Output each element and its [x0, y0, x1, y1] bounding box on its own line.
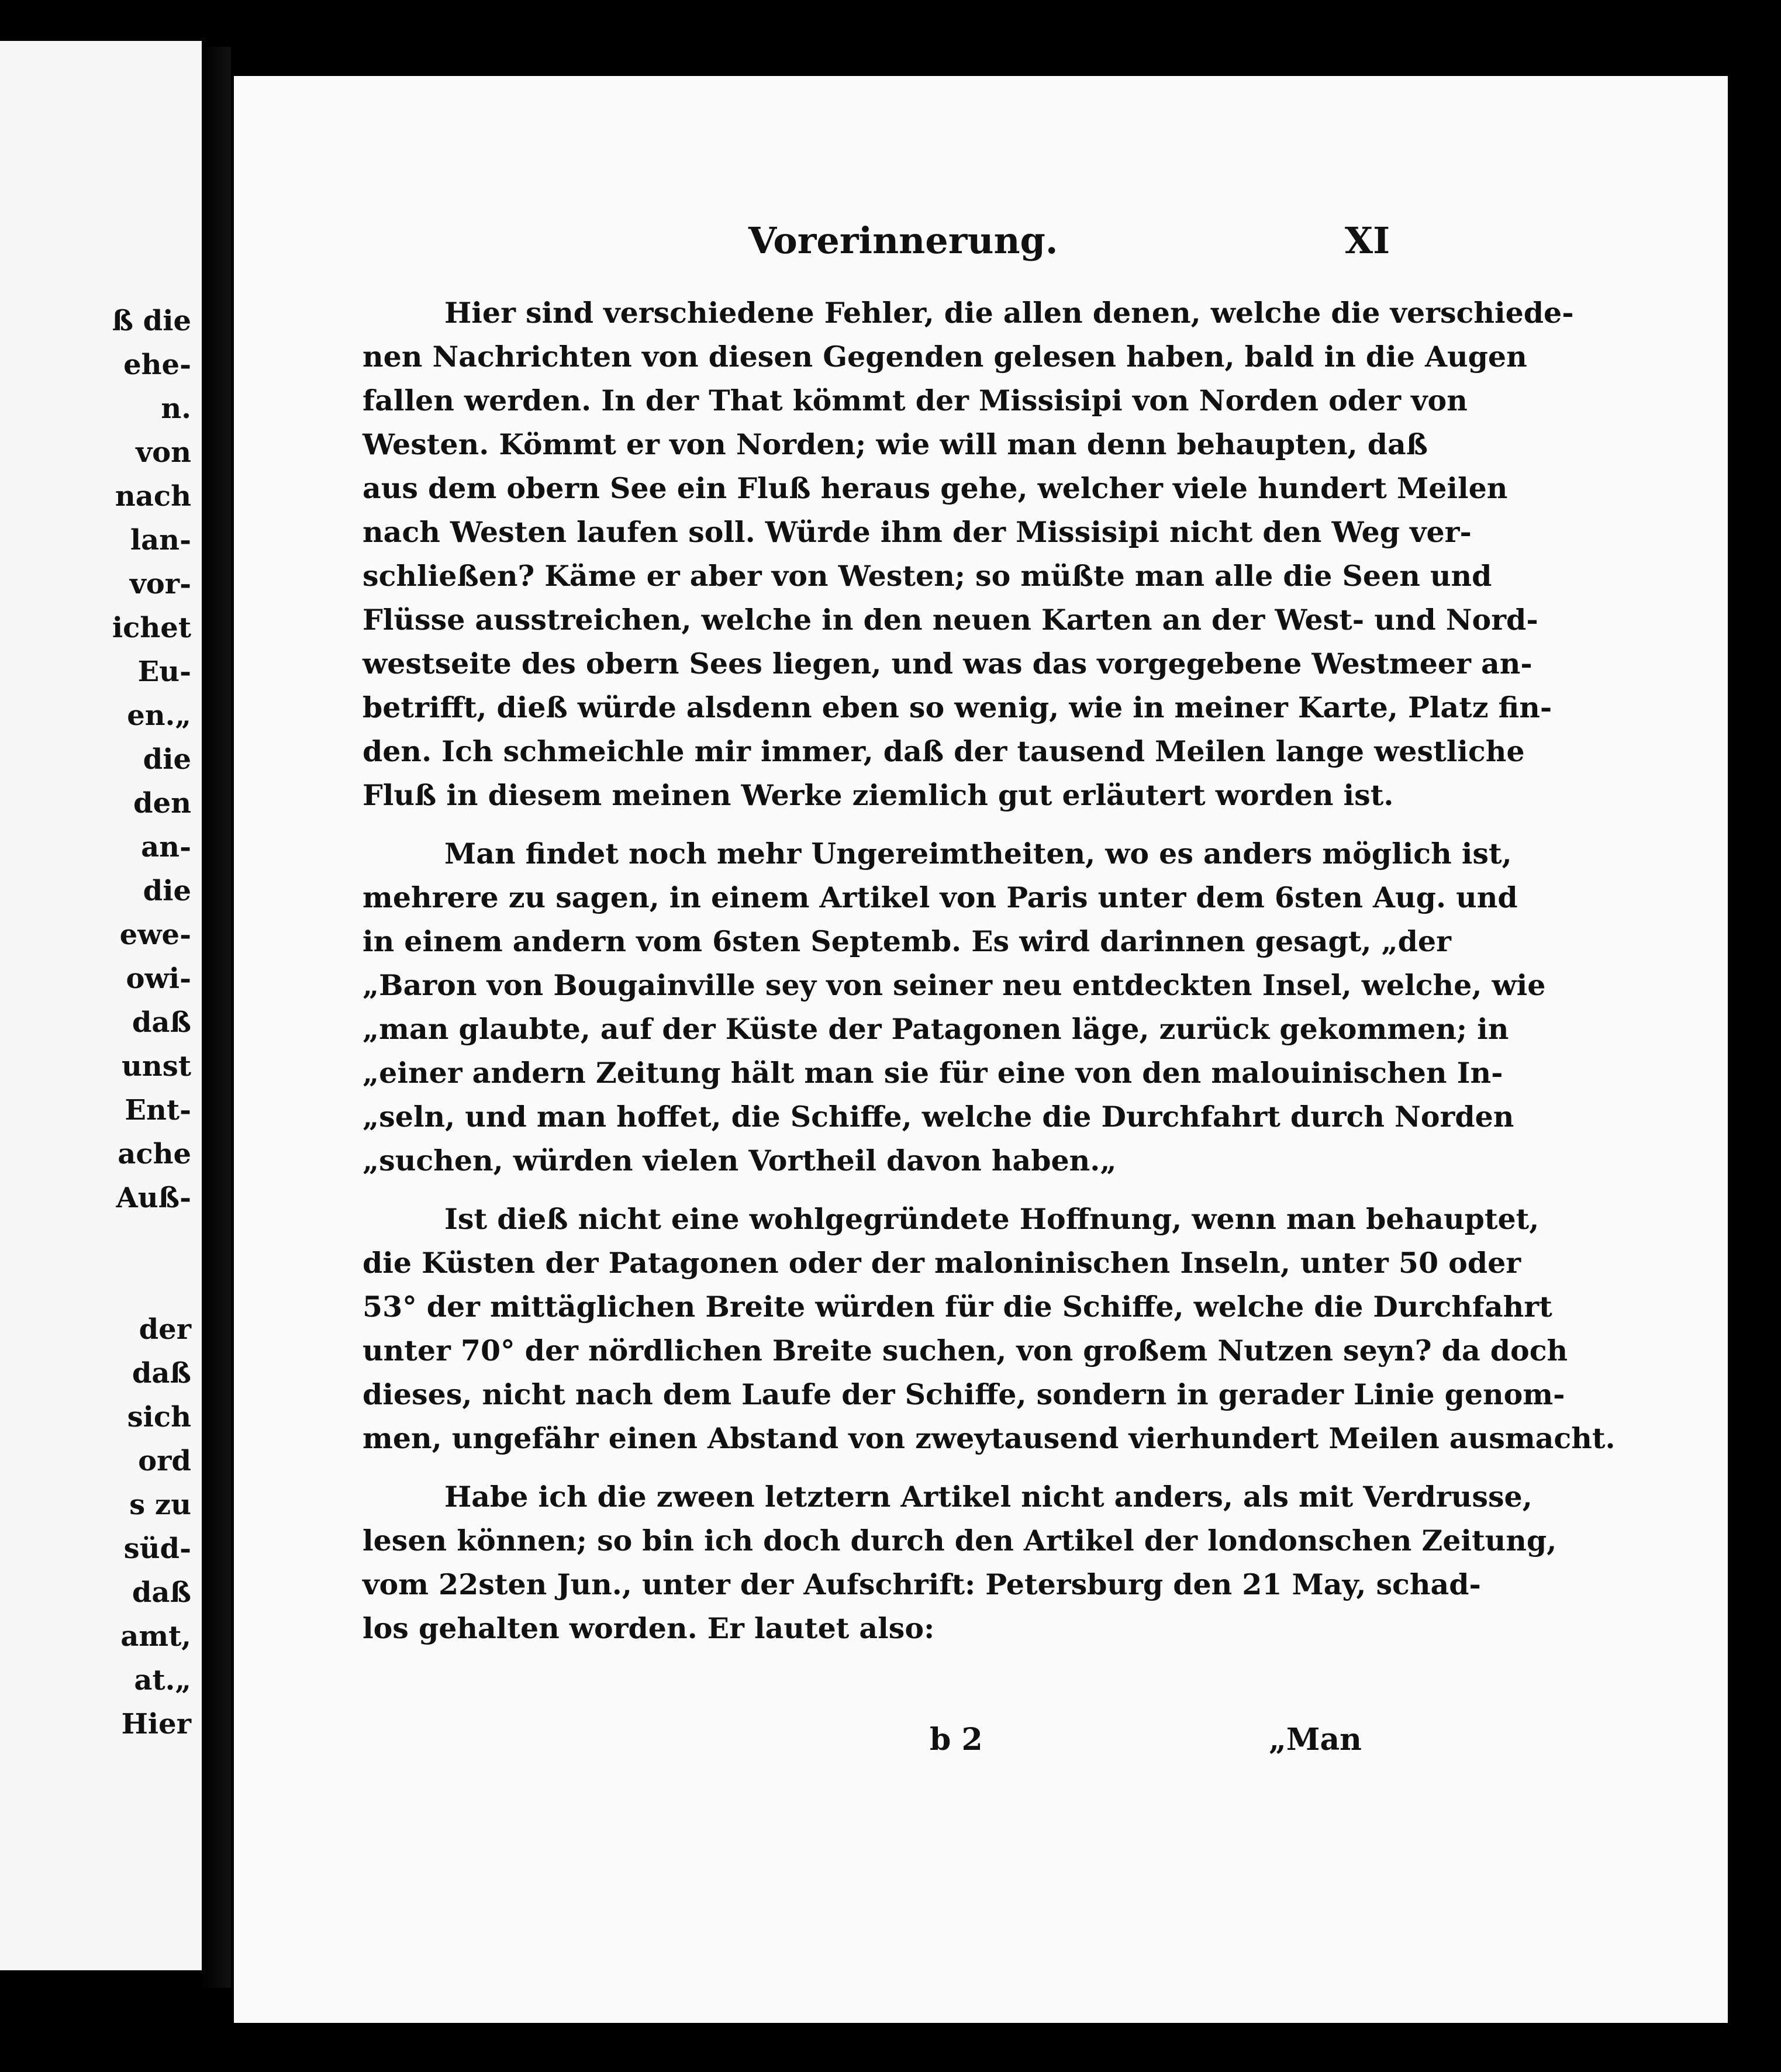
- facing-page-fragment: ehe-: [123, 348, 191, 381]
- text-line: Hier sind verschiedene Fehler, die allen denen, welche die verschiede-: [444, 296, 1574, 330]
- running-title: Vorerinnerung.: [748, 219, 1058, 262]
- facing-page-fragment: amt,: [120, 1620, 191, 1653]
- text-line: men, ungefähr einen Abstand von zweytausend vierhundert Meilen ausmacht.: [363, 1421, 1616, 1455]
- facing-page-fragment: daß: [132, 1357, 191, 1390]
- book-gutter: [202, 47, 231, 1988]
- facing-page-fragment: an-: [141, 831, 191, 864]
- text-line: westseite des obern Sees liegen, und was das vorgegebene Westmeer an-: [363, 647, 1533, 681]
- facing-page-fragment: Eu-: [137, 655, 191, 688]
- catchword: „Man: [1269, 1722, 1362, 1757]
- facing-page-fragment: die: [143, 743, 191, 776]
- text-line: in einem andern vom 6sten Septemb. Es wird darinnen gesagt, „der: [363, 924, 1451, 958]
- text-line: vom 22sten Jun., unter der Aufschrift: Petersburg den 21 May, schad-: [363, 1567, 1481, 1601]
- text-line: Man findet noch mehr Ungereimtheiten, wo es anders möglich ist,: [444, 837, 1512, 871]
- text-line: nach Westen laufen soll. Würde ihm der Missisipi nicht den Weg ver-: [363, 515, 1472, 549]
- text-line: „einer andern Zeitung hält man sie für eine von den malouinischen In-: [363, 1056, 1503, 1090]
- text-line: „Baron von Bougainville sey von seiner neu entdeckten Insel, welche, wie: [363, 968, 1546, 1002]
- text-line: aus dem obern See ein Fluß heraus gehe, welcher viele hundert Meilen: [363, 471, 1508, 505]
- facing-page-fragment: ache: [118, 1138, 191, 1170]
- facing-page-fragment: ichet: [112, 612, 191, 644]
- text-line: mehrere zu sagen, in einem Artikel von Paris unter dem 6sten Aug. und: [363, 880, 1518, 914]
- text-line: lesen können; so bin ich doch durch den Artikel der londonschen Zeitung,: [363, 1524, 1557, 1558]
- text-line: fallen werden. In der That kömmt der Missisipi von Norden oder von: [363, 384, 1468, 417]
- facing-page-fragment: Auß-: [116, 1182, 191, 1214]
- text-line: Habe ich die zween letztern Artikel nicht anders, als mit Verdrusse,: [444, 1480, 1533, 1514]
- text-line: 53° der mittäglichen Breite würden für die Schiffe, welche die Durchfahrt: [363, 1290, 1552, 1324]
- facing-page-fragment: vor-: [129, 568, 191, 600]
- text-line: die Küsten der Patagonen oder der maloninischen Inseln, unter 50 oder: [363, 1246, 1521, 1280]
- facing-page-fragment: daß: [132, 1006, 191, 1039]
- text-line: unter 70° der nördlichen Breite suchen, von großem Nutzen seyn? da doch: [363, 1334, 1568, 1367]
- signature-mark: b 2: [930, 1722, 983, 1757]
- text-line: schließen? Käme er aber von Westen; so müßte man alle die Seen und: [363, 559, 1492, 593]
- text-line: dieses, nicht nach dem Laufe der Schiffe, sondern in gerader Linie genom-: [363, 1377, 1565, 1411]
- facing-page-fragment: at.„: [134, 1664, 191, 1697]
- facing-page-fragment: ewe-: [119, 918, 191, 951]
- text-line: Westen. Kömmt er von Norden; wie will man denn behaupten, daß: [363, 427, 1428, 461]
- text-line: den. Ich schmeichle mir immer, daß der tausend Meilen lange westliche: [363, 734, 1525, 768]
- text-line: nen Nachrichten von diesen Gegenden gelesen haben, bald in die Augen: [363, 340, 1527, 374]
- facing-page-fragment: ord: [138, 1445, 191, 1477]
- facing-page-fragment: lan-: [130, 524, 191, 557]
- facing-page-fragment: sich: [127, 1401, 191, 1434]
- facing-page-fragment: von: [136, 436, 191, 469]
- facing-page-fragment: süd-: [123, 1532, 191, 1565]
- text-line: Flüsse ausstreichen, welche in den neuen Karten an der West- und Nord-: [363, 603, 1538, 637]
- text-line: „man glaubte, auf der Küste der Patagonen läge, zurück gekommen; in: [363, 1012, 1509, 1046]
- text-line: „suchen, würden vielen Vortheil davon haben.„: [363, 1144, 1117, 1177]
- facing-page-fragment: daß: [132, 1576, 191, 1609]
- text-line: „seln, und man hoffet, die Schiffe, welche die Durchfahrt durch Norden: [363, 1100, 1514, 1134]
- facing-page-fragment: nach: [115, 480, 191, 513]
- facing-page-fragment: die: [143, 875, 191, 907]
- facing-page-fragment: ß die: [112, 305, 191, 337]
- page-number: XI: [1345, 219, 1390, 262]
- text-line: Ist dieß nicht eine wohlgegründete Hoffnung, wenn man behauptet,: [444, 1202, 1540, 1236]
- facing-page-fragment: unst: [122, 1050, 191, 1083]
- text-line: Fluß in diesem meinen Werke ziemlich gut erläutert worden ist.: [363, 778, 1394, 812]
- facing-page-fragment: en.„: [127, 699, 191, 732]
- facing-page-fragment: den: [133, 787, 191, 820]
- facing-page-fragment: Ent-: [125, 1094, 191, 1127]
- facing-page-fragment: s zu: [129, 1489, 191, 1521]
- text-line: betrifft, dieß würde alsdenn eben so wenig, wie in meiner Karte, Platz fin-: [363, 690, 1552, 724]
- text-line: los gehalten worden. Er lautet also:: [363, 1611, 935, 1645]
- facing-page-fragment: Hier: [121, 1708, 191, 1741]
- facing-page-fragment: der: [139, 1313, 191, 1346]
- facing-page-fragment: n.: [161, 392, 191, 425]
- facing-page-fragment: owi-: [126, 962, 191, 995]
- facing-page-edge: [0, 41, 202, 1970]
